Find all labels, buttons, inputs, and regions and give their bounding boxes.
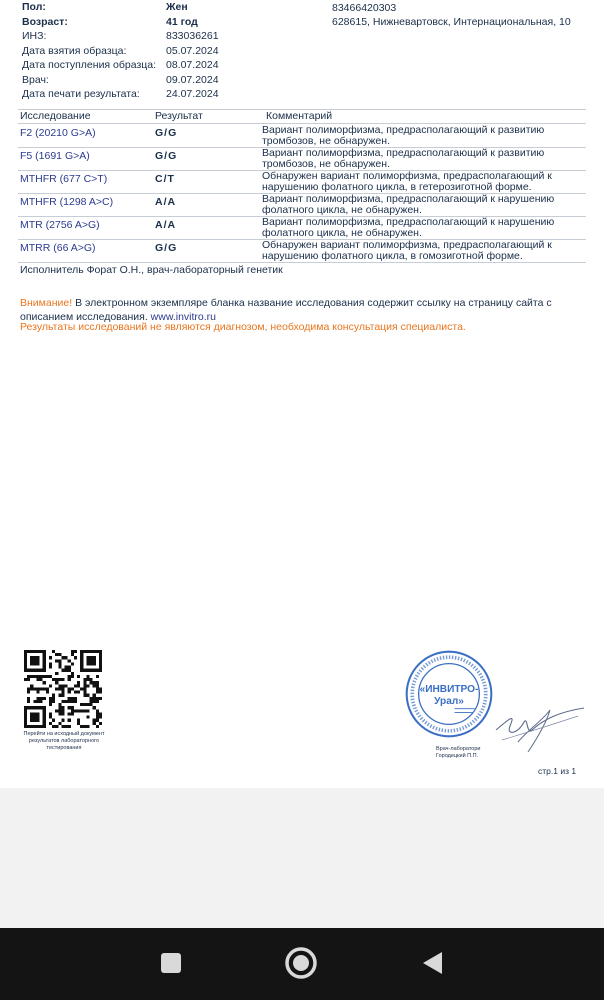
attention-label: Внимание! — [20, 297, 73, 309]
doctor-caption-line-2: Городецкий П.П. — [436, 753, 479, 759]
circle-home-icon[interactable] — [284, 946, 318, 980]
test-name-link[interactable]: F2 (20210 G>A) — [20, 127, 96, 139]
signature-icon — [488, 690, 588, 760]
test-result: C/T — [155, 173, 175, 185]
stamp-line-1: «ИНВИТРО- — [419, 684, 479, 696]
patient-field-label: Пол: — [22, 1, 46, 13]
patient-field-value: Жен — [166, 1, 188, 13]
stamp-line-2: Урал» — [434, 696, 464, 708]
test-result: G/G — [155, 127, 178, 139]
test-comment: Вариант полиморфизма, предрасполагающий к нарушению фолатного цикла, не обнаружен. — [262, 193, 555, 216]
qr-code-icon[interactable] — [24, 650, 102, 728]
patient-field-label: Возраст: — [22, 15, 68, 28]
lab-stamp-icon — [403, 648, 495, 740]
lab-phone: 83466420303 — [332, 2, 397, 14]
patient-field-value: 05.07.2024 — [166, 44, 219, 57]
test-comment: Вариант полиморфизма, предрасполагающий к развитию тромбозов, не обнаружен. — [262, 124, 545, 147]
column-header-test: Исследование — [20, 110, 91, 122]
patient-field-label: ИНЗ: — [22, 30, 47, 42]
android-nav-bar — [0, 928, 604, 1000]
notice-body: В электронном экземпляре бланка название исследования содержит ссылку на страницу сайта с описанием исследования. — [20, 297, 552, 323]
viewer-background — [0, 788, 604, 928]
disclaimer-text: Результаты исследований не являются диагнозом, необходима консультация специалиста. — [20, 321, 466, 333]
test-comment: Вариант полиморфизма, предрасполагающий к нарушению фолатного цикла, не обнаружен. — [262, 216, 555, 239]
patient-field-label: Врач: — [22, 73, 49, 86]
patient-field-value: 24.07.2024 — [166, 88, 219, 100]
test-result: A/A — [155, 196, 177, 208]
test-name-link[interactable]: MTRR (66 A>G) — [20, 242, 96, 254]
table-row-divider — [18, 262, 586, 263]
test-comment: Обнаружен вариант полиморфизма, предрасполагающий к нарушению фолатного цикла, в гетерозиготной форме. — [262, 170, 552, 193]
patient-field-value: 08.07.2024 — [166, 59, 219, 71]
test-result: A/A — [155, 219, 177, 231]
test-name-link[interactable]: F5 (1691 G>A) — [20, 150, 90, 162]
patient-field-value: 09.07.2024 — [166, 73, 219, 86]
column-header-comment: Комментарий — [266, 110, 333, 122]
test-comment: Вариант полиморфизма, предрасполагающий к развитию тромбозов, не обнаружен. — [262, 147, 545, 170]
patient-field-label: Дата поступления образца: — [22, 59, 157, 71]
test-name-link[interactable]: MTR (2756 A>G) — [20, 219, 100, 231]
invitro-link[interactable]: www.invitro.ru — [150, 311, 217, 323]
lab-address: 628615, Нижневартовск, Интернациональная, 10 — [332, 16, 571, 28]
test-result: G/G — [155, 242, 178, 254]
patient-field-value: 833036261 — [166, 30, 219, 42]
column-header-result: Результат — [155, 110, 203, 122]
patient-field-label: Дата печати результата: — [22, 88, 140, 100]
qr-caption: Перейти на исходный документ результатов лабораторного тестирования — [23, 731, 105, 751]
square-icon[interactable] — [160, 952, 182, 974]
performer-line: Исполнитель Форат О.Н., врач-лабораторный генетик — [20, 264, 283, 276]
doctor-caption — [436, 746, 480, 760]
page-number: стр.1 из 1 — [538, 766, 577, 776]
test-result: G/G — [155, 150, 178, 162]
test-name-link[interactable]: MTHFR (677 C>T) — [20, 173, 108, 185]
patient-field-value: 41 год — [166, 15, 198, 28]
test-comment: Обнаружен вариант полиморфизма, предрасполагающий к нарушению фолатного цикла, в гомозиготной форме. — [262, 239, 552, 262]
patient-field-label: Дата взятия образца: — [22, 44, 127, 57]
triangle-back-icon[interactable] — [420, 950, 444, 976]
doctor-caption-line-1: Врач-лаборатори — [436, 746, 481, 752]
test-name-link[interactable]: MTHFR (1298 A>C) — [20, 196, 114, 208]
